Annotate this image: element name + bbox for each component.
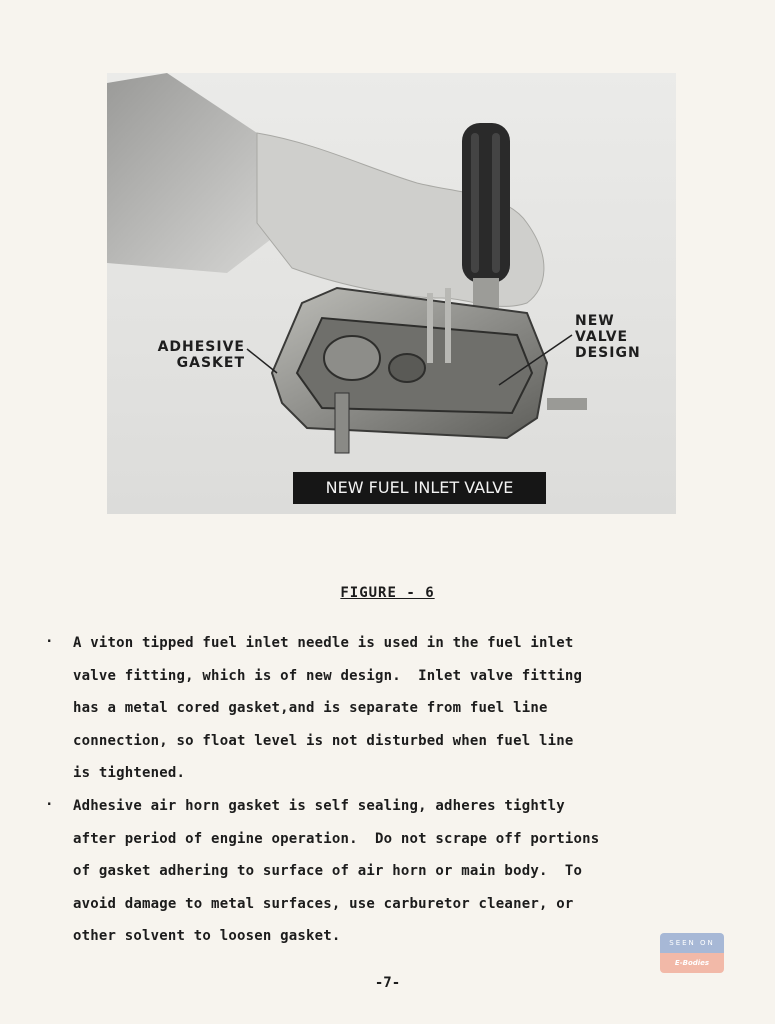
bullet-1: . bbox=[45, 630, 54, 646]
paragraph-line: valve fitting, which is of new design. Inlet valve fitting bbox=[73, 667, 583, 684]
paragraph-line: has a metal cored gasket,and is separate from fuel line bbox=[73, 700, 548, 716]
paragraph-line: avoid damage to metal surfaces, use carburetor cleaner, or bbox=[73, 895, 574, 912]
watermark-line2: E-Bodies bbox=[660, 953, 724, 973]
callout-valve-line3: DESIGN bbox=[575, 345, 641, 361]
figure-title: FIGURE - 6 bbox=[340, 585, 435, 601]
carburetor-illustration bbox=[107, 73, 676, 514]
paragraph-line: A viton tipped fuel inlet needle is used in the fuel inlet bbox=[73, 635, 574, 651]
page-number: -7- bbox=[374, 975, 401, 991]
callout-adhesive-line1: ADHESIVE bbox=[157, 339, 245, 355]
bullet-2: . bbox=[45, 793, 54, 809]
paragraph-line: connection, so float level is not disturbed when fuel line bbox=[73, 732, 574, 749]
paragraph-line: of gasket adhering to surface of air horn or main body. To bbox=[73, 863, 583, 879]
figure-photo bbox=[107, 73, 676, 514]
watermark-badge bbox=[660, 933, 724, 973]
paragraph-line: is tightened. bbox=[73, 765, 186, 781]
callout-adhesive-gasket bbox=[155, 339, 245, 371]
watermark-line1: SEEN ON bbox=[660, 933, 724, 953]
callout-valve-line2: VALVE bbox=[575, 329, 629, 345]
paragraph-2 bbox=[73, 790, 743, 953]
paragraph-line: other solvent to loosen gasket. bbox=[73, 928, 341, 944]
callout-adhesive-line2: GASKET bbox=[176, 355, 245, 371]
paragraph-line: Adhesive air horn gasket is self sealing, adheres tightly bbox=[73, 798, 565, 814]
screwdriver-handle bbox=[462, 123, 510, 283]
callout-new-valve-design bbox=[575, 313, 665, 361]
figure-caption: NEW FUEL INLET VALVE bbox=[293, 472, 546, 504]
callout-valve-line1: NEW bbox=[575, 313, 615, 329]
paragraph-1 bbox=[73, 627, 743, 790]
paragraph-line: after period of engine operation. Do not scrape off portions bbox=[73, 830, 600, 847]
